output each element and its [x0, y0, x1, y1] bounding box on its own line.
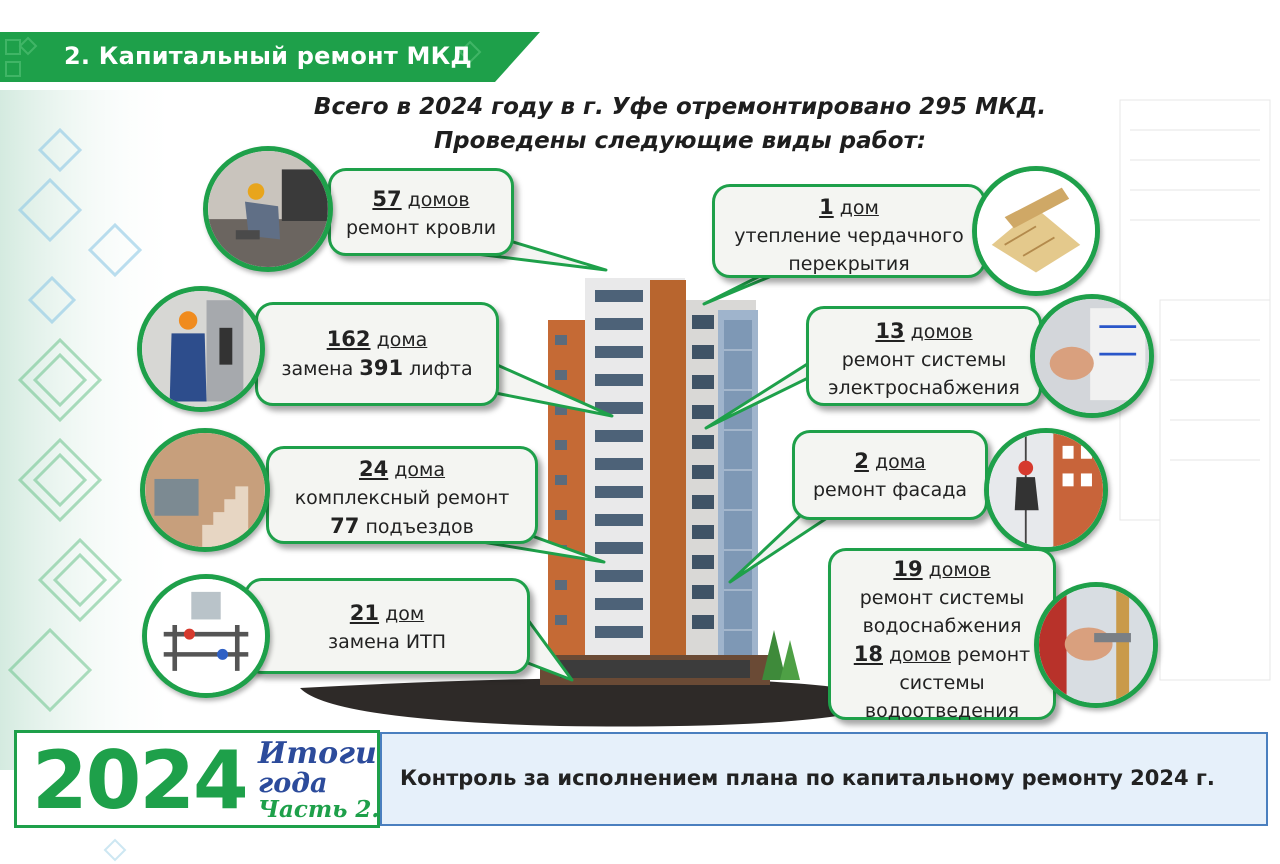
facade-text: ремонт фасада: [813, 479, 967, 501]
callout-water-supply-repair: [828, 548, 1056, 720]
subtitle-line2: Проведены следующие виды работ:: [433, 128, 927, 154]
electric-text-1: ремонт системы: [841, 349, 1007, 371]
heating-unit-icon: [147, 579, 265, 693]
water-text-2: водоснабжения: [862, 615, 1022, 637]
plumbing-wrench-icon: [1039, 587, 1153, 703]
callout-elevator-replacement: [255, 302, 499, 406]
photo-facade-climber: [984, 428, 1108, 552]
photo-plumbing-wrench: [1034, 582, 1158, 708]
footer-itogi-line1: Итоги: [258, 736, 377, 771]
entrances-count2: 77: [330, 514, 360, 538]
callout-attic-insulation: [712, 184, 986, 278]
water-unit2: домов: [889, 644, 951, 666]
photo-heating-unit: [142, 574, 270, 698]
photo-electrical-panel: [1030, 294, 1154, 418]
photo-stairwell: [140, 428, 270, 552]
facade-climber-icon: [989, 433, 1103, 547]
electric-count: 13: [875, 319, 905, 343]
elevator-worker-icon: [142, 291, 260, 407]
entrances-unit: дома: [394, 459, 446, 481]
footer-itogi-line3: Часть 2.: [258, 796, 380, 823]
elevator-text-b: лифта: [409, 358, 473, 380]
callout-roof-repair: [328, 168, 514, 256]
page-title: 2. Капитальный ремонт МКД: [64, 42, 472, 70]
itp-text: замена ИТП: [328, 631, 446, 653]
photo-attic-insulation: [972, 166, 1100, 296]
itp-count: 21: [349, 601, 380, 625]
electrical-panel-icon: [1035, 299, 1149, 413]
elevator-text-a: замена: [281, 358, 354, 380]
elevator-count: 162: [326, 327, 371, 351]
roof-count: 57: [372, 187, 402, 211]
footer-itogi-line2: года: [258, 768, 328, 799]
water-text-1: ремонт системы: [859, 587, 1025, 609]
photo-roof-worker: [203, 146, 333, 272]
water-text-5: водоотведения: [864, 700, 1020, 722]
callout-electrical-repair: [806, 306, 1042, 406]
entrances-text: комплексный ремонт: [294, 487, 510, 509]
elevator-count2: 391: [359, 356, 404, 380]
callout-facade-repair: [792, 430, 988, 520]
stairwell-icon: [145, 433, 265, 547]
attic-unit: дом: [839, 197, 879, 219]
water-count: 19: [893, 557, 923, 581]
water-count2: 18: [853, 642, 883, 666]
attic-text-1: утепление чердачного: [734, 225, 964, 247]
roof-text: ремонт кровли: [345, 217, 497, 239]
water-text-4: системы: [899, 672, 985, 694]
attic-text-2: перекрытия: [788, 253, 910, 275]
callout-itp-replacement: [244, 578, 530, 674]
facade-unit: дома: [874, 451, 926, 473]
attic-insulation-icon: [977, 171, 1095, 291]
attic-count: 1: [819, 195, 834, 219]
footer-caption: Контроль за исполнением плана по капитальному ремонту 2024 г.: [400, 766, 1215, 790]
callout-entrance-repair: [266, 446, 538, 544]
itp-unit: дом: [385, 603, 425, 625]
facade-count: 2: [854, 449, 869, 473]
entrances-count: 24: [358, 457, 389, 481]
electric-text-2: электроснабжения: [828, 377, 1020, 399]
entrances-text-b: подъездов: [365, 516, 474, 538]
roof-worker-icon: [208, 151, 328, 267]
water-unit: домов: [928, 559, 991, 581]
elevator-unit: дома: [376, 329, 428, 351]
water-text-3: ремонт: [957, 644, 1031, 666]
subtitle-line1: Всего в 2024 году в г. Уфе отремонтировано 295 МКД.: [313, 94, 1047, 120]
footer-year: 2024: [32, 734, 247, 827]
roof-unit: домов: [407, 189, 470, 211]
photo-elevator-worker: [137, 286, 265, 412]
electric-unit: домов: [910, 321, 973, 343]
